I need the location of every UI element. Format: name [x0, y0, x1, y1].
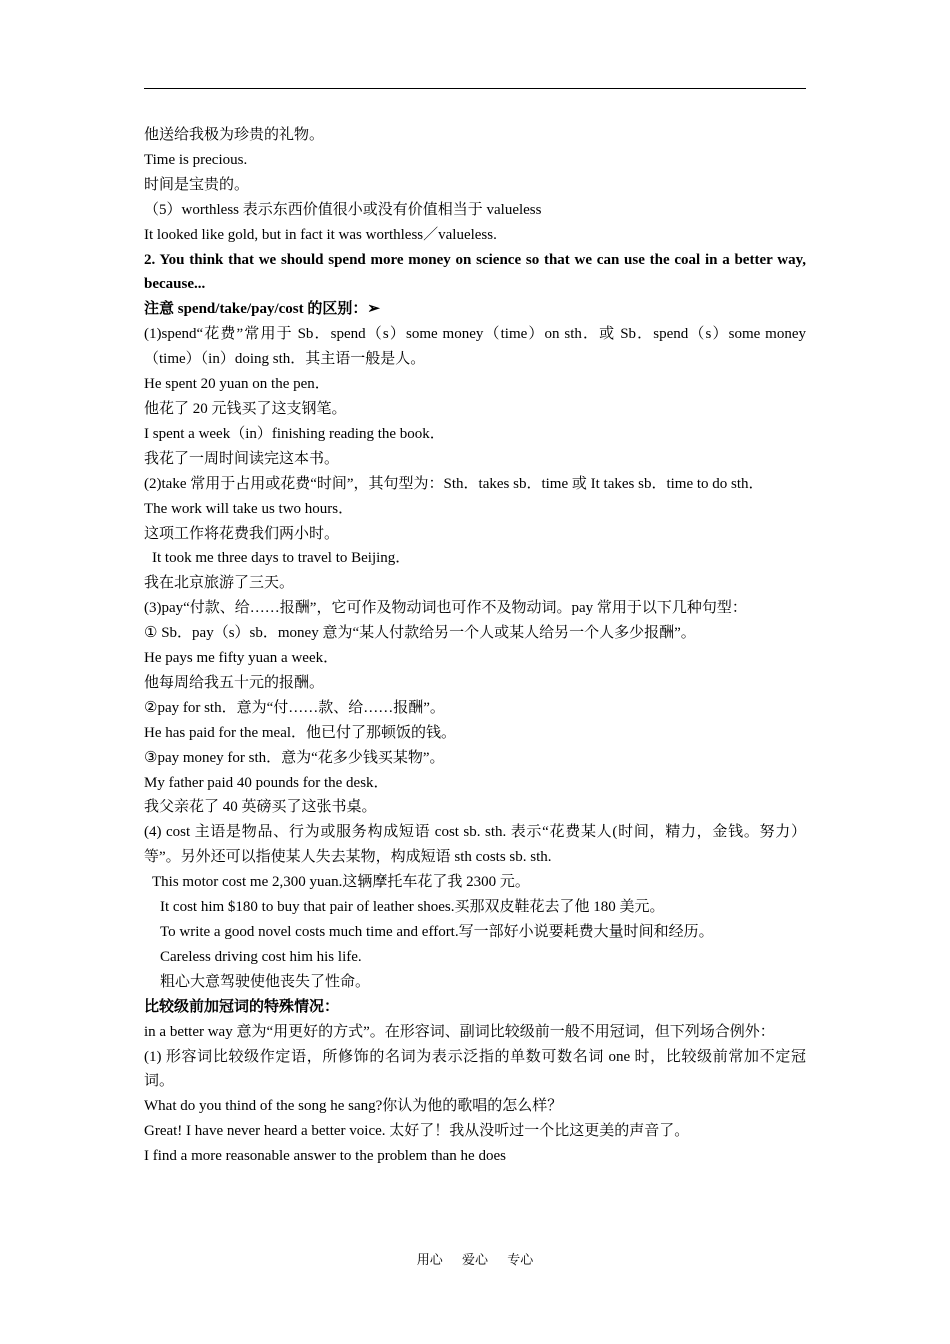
example-translation: 这项工作将花费我们两小时。 — [144, 525, 340, 542]
example-translation: 我父亲花了 40 英磅买了这张书桌。 — [144, 799, 377, 816]
text-paragraph: (4) cost 主语是物品、行为或服务构成短语 cost sb. sth. 表示“花费某人(时间，精力，金钱。努力）等”。另外还可以指使某人失去某物，构成短语 sth costs sb. sth. — [144, 824, 806, 866]
text-line: ① Sb．pay（s）sb．money 意为“某人付款给另一个人或某人给另一个人多少报酬”。 — [144, 625, 696, 642]
example-sentence: He has paid for the meal．他已付了那顿饭的钱。 — [144, 724, 457, 741]
document-body — [144, 123, 806, 1169]
example-sentence: Careless driving cost him his life. — [160, 948, 362, 965]
text-line: It looked like gold, but in fact it was worthless／valueless. — [144, 226, 497, 243]
footer-text: 专心 — [507, 1252, 534, 1267]
example-sentence: I spent a week（in）finishing reading the book． — [144, 425, 445, 442]
text-paragraph: (2)take 常用于占用或花费“时间”，其句型为：Sth．takes sb．time 或 It takes sb．time to do sth． — [144, 475, 764, 492]
header-rule — [144, 88, 806, 89]
footer-text: 用心 — [416, 1252, 443, 1267]
section-heading: 比较级前加冠词的特殊情况： — [144, 998, 340, 1015]
text-paragraph: (3)pay“付款、给……报酬”，它可作及物动词也可作不及物动词。pay 常用于以下几种句型： — [144, 600, 747, 617]
example-sentence: It took me three days to travel to Beijing． — [152, 550, 411, 567]
page-footer — [0, 1251, 950, 1269]
example-sentence: The work will take us two hours． — [144, 500, 354, 517]
section-heading: 2. You think that we should spend more money on science so that we can use the coal in a better way, because... — [144, 251, 806, 293]
note-heading: 注意 spend/take/pay/cost 的区别：➢ — [144, 301, 380, 318]
text-line: （5）worthless 表示东西价值很小或没有价值相当于 valueless — [144, 201, 542, 218]
example-sentence: To write a good novel costs much time and effort.写一部好小说要耗费大量时间和经历。 — [160, 924, 714, 940]
text-line: 他送给我极为珍贵的礼物。 — [144, 127, 325, 143]
text-paragraph: in a better way 意为“用更好的方式”。在形容词、副词比较级前一般不用冠词，但下列场合例外： — [144, 1023, 775, 1040]
text-line: Time is precious. — [144, 151, 248, 168]
example-sentence: He pays me fifty yuan a week． — [144, 650, 339, 667]
text-line: ②pay for sth．意为“付……款、给……报酬”。 — [144, 699, 445, 716]
example-sentence: This motor cost me 2,300 yuan.这辆摩托车花了我 2300 元。 — [152, 874, 530, 891]
example-translation: 他花了 20 元钱买了这支钢笔。 — [144, 400, 347, 417]
text-paragraph: (1) 形容词比较级作定语，所修饰的名词为表示泛指的单数可数名词 one 时，比较级前常加不定冠词。 — [144, 1048, 806, 1090]
text-paragraph: (1)spend“花费”常用于 Sb．spend（s）some money（time）on sth．或 Sb．spend（s）some money（time）（in）doing sth．其主语一般是人。 — [144, 326, 806, 368]
example-translation: 粗心大意驾驶使他丧失了性命。 — [160, 973, 371, 990]
example-sentence: Great! I have never heard a better voice. 太好了！我从没听过一个比这更美的声音了。 — [144, 1123, 690, 1140]
text-line: 时间是宝贵的。 — [144, 176, 250, 193]
example-sentence: He spent 20 yuan on the pen． — [144, 376, 330, 393]
example-translation: 他每周给我五十元的报酬。 — [144, 674, 325, 691]
example-sentence: What do you thind of the song he sang?你认为他的歌唱的怎么样？ — [144, 1098, 563, 1115]
example-sentence: My father paid 40 pounds for the desk． — [144, 774, 389, 791]
example-translation: 我在北京旅游了三天。 — [144, 575, 295, 592]
text-line: ③pay money for sth．意为“花多少钱买某物”。 — [144, 749, 445, 766]
example-translation: 我花了一周时间读完这本书。 — [144, 450, 340, 467]
example-sentence: I find a more reasonable answer to the problem than he does — [144, 1148, 506, 1165]
footer-text: 爱心 — [461, 1252, 488, 1267]
example-sentence: It cost him $180 to buy that pair of leather shoes.买那双皮鞋花去了他 180 美元。 — [160, 899, 665, 916]
